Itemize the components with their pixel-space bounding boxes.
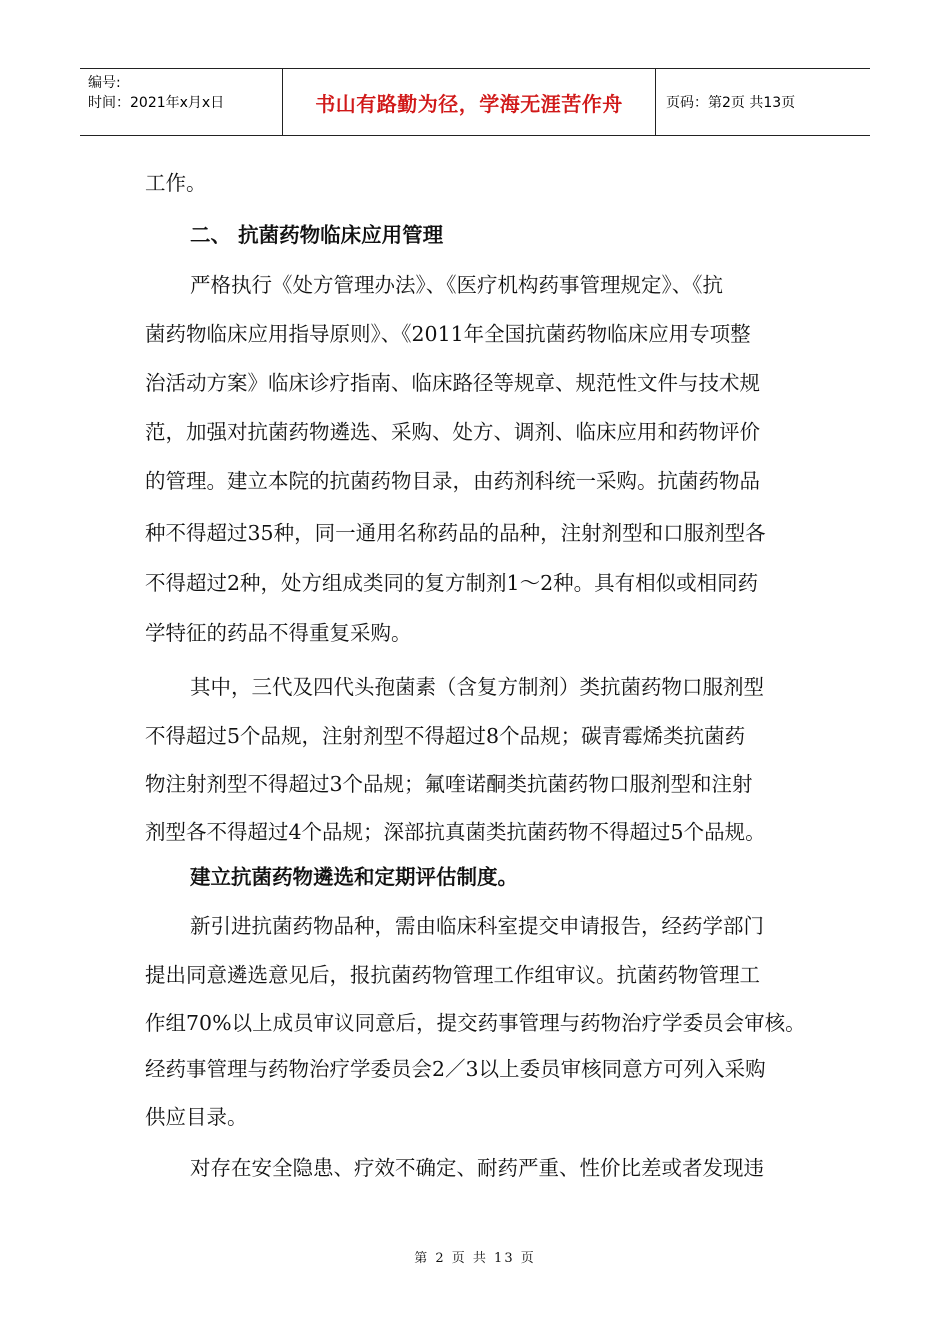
- body-line: 供应目录。: [145, 1105, 248, 1129]
- body-line: 治活动方案》临床诊疗指南、临床路径等规章、规范性文件与技术规: [145, 371, 760, 395]
- section-heading: 二、 抗菌药物临床应用管理: [190, 223, 444, 247]
- body-line: 物注射剂型不得超过3个品规；氟喹诺酮类抗菌药物口服剂型和注射: [145, 772, 753, 796]
- body-line: 工作。: [145, 171, 207, 195]
- body-line: 严格执行《处方管理办法》、《医疗机构药事管理规定》、《抗: [190, 273, 723, 297]
- header-motto: 书山有路勤为径，学海无涯苦作舟: [283, 69, 656, 135]
- body-line: 作组70%以上成员审议同意后，提交药事管理与药物治疗学委员会审核。: [145, 1011, 806, 1035]
- body-line: 其中，三代及四代头孢菌素（含复方制剂）类抗菌药物口服剂型: [190, 675, 764, 699]
- header-page-info: 页码：第2页 共13页: [666, 95, 796, 111]
- body-line: 新引进抗菌药物品种，需由临床科室提交申请报告，经药学部门: [190, 914, 764, 938]
- body-line: 不得超过2种，处方组成类同的复方制剂1～2种。具有相似或相同药: [145, 571, 759, 595]
- body-line: 种不得超过35种，同一通用名称药品的品种，注射剂型和口服剂型各: [145, 521, 766, 545]
- page-header: [80, 68, 870, 136]
- body-line: 提出同意遴选意见后，报抗菌药物管理工作组审议。抗菌药物管理工: [145, 963, 760, 987]
- body-line: 经药事管理与药物治疗学委员会2／3以上委员审核同意方可列入采购: [145, 1057, 766, 1081]
- document-date-label: 时间：2021年x月x日: [88, 95, 225, 111]
- body-line: 范，加强对抗菌药物遴选、采购、处方、调剂、临床应用和药物评价: [145, 420, 760, 444]
- document-number-label: 编号:: [88, 75, 121, 91]
- body-line: 的管理。建立本院的抗菌药物目录，由药剂科统一采购。抗菌药物品: [145, 469, 760, 493]
- body-line: 菌药物临床应用指导原则》、《2011年全国抗菌药物临床应用专项整: [145, 322, 751, 346]
- header-meta: [80, 69, 283, 135]
- subsection-heading: 建立抗菌药物遴选和定期评估制度。: [190, 865, 518, 889]
- body-line: 剂型各不得超过4个品规；深部抗真菌类抗菌药物不得超过5个品规。: [145, 820, 766, 844]
- page-footer: 第 2 页 共 13 页: [414, 1251, 536, 1266]
- body-line: 学特征的药品不得重复采购。: [145, 621, 412, 645]
- body-line: 对存在安全隐患、疗效不确定、耐药严重、性价比差或者发现违: [190, 1156, 764, 1180]
- body-line: 不得超过5个品规，注射剂型不得超过8个品规；碳青霉烯类抗菌药: [145, 724, 746, 748]
